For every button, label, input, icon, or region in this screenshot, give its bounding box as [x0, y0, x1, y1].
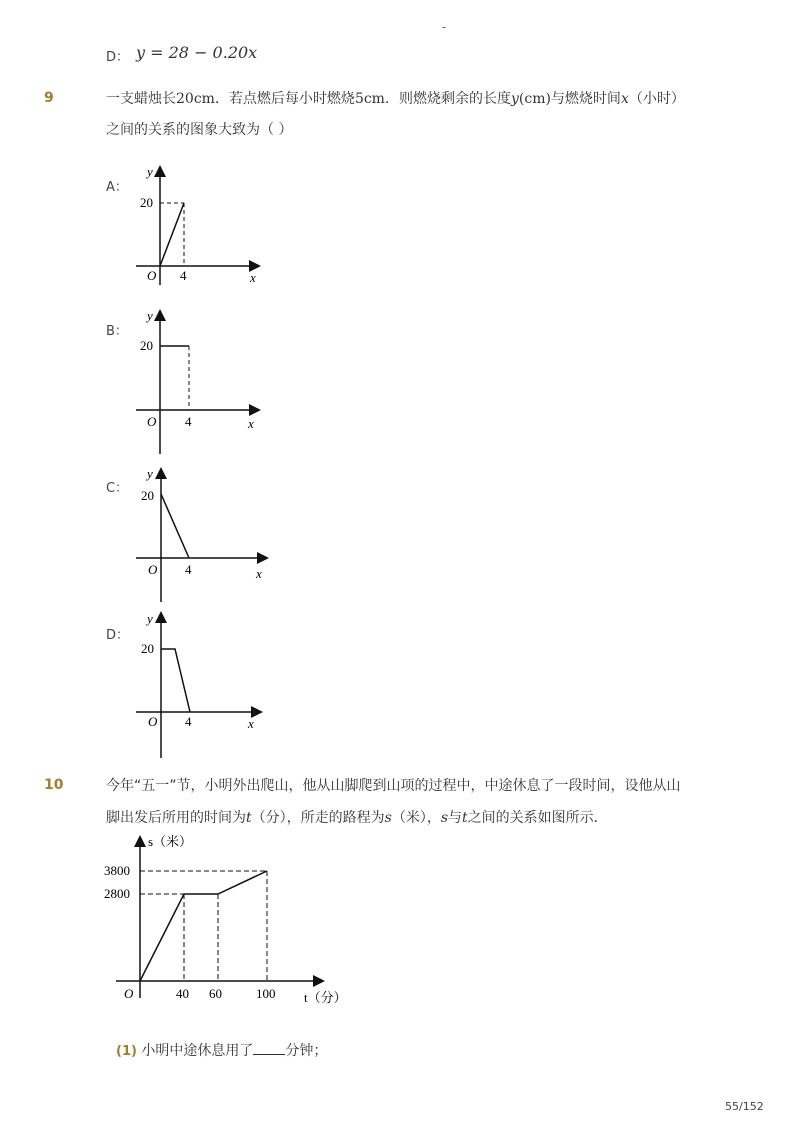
tick-40: 40 — [176, 986, 189, 1001]
sub-question-1-text: 小明中途休息用了 — [141, 1043, 254, 1059]
question-9-line2: 之间的关系的图象大致为（ ） — [106, 122, 293, 138]
question-number-9: 9 — [44, 90, 54, 106]
graph-line — [161, 494, 189, 558]
origin-label: O — [148, 714, 158, 729]
origin-label: O — [147, 268, 157, 283]
y-label: y — [147, 308, 153, 323]
origin-label: O — [148, 562, 158, 577]
q10-var-t: t — [246, 810, 252, 826]
x-label: x — [248, 416, 254, 431]
q10-var-s2: s — [440, 810, 449, 826]
option-d-label[interactable]: D： — [106, 628, 130, 643]
q9-var-y: y — [510, 91, 519, 107]
x-value: 4 — [180, 268, 187, 283]
question-10-line1: 今年“五一”节，小明外出爬山，他从山脚爬到山项的过程中，中途休息了一段时间，设他从山 — [106, 778, 681, 794]
option-a-graph — [130, 160, 280, 288]
path-line — [140, 871, 267, 981]
sub-question-1-text-after: 分钟； — [285, 1043, 328, 1059]
page-number: 55/152 — [725, 1100, 764, 1113]
option-b-label[interactable]: B： — [106, 324, 128, 339]
q9-var-x: x — [620, 91, 629, 107]
y-value: 20 — [140, 195, 153, 210]
prev-option-label: D： — [106, 50, 130, 65]
question-10-line2 — [106, 807, 608, 829]
q10-text-c: （米）， — [391, 810, 441, 826]
q9-text-c: ．则燃烧剩余的长度 — [384, 91, 511, 107]
x-value: 4 — [185, 562, 192, 577]
origin-label: O — [147, 414, 157, 429]
q10-text-e: 之间的关系如图所示． — [467, 810, 608, 826]
tick-60: 60 — [209, 986, 222, 1001]
option-c-graph — [128, 462, 278, 607]
question-number-10: 10 — [44, 777, 64, 793]
question-9-line1 — [106, 88, 685, 110]
graph-line — [161, 649, 190, 712]
q9-unit: (cm) — [518, 91, 551, 107]
y-value: 20 — [141, 641, 154, 656]
t-axis-label: t（分） — [304, 990, 347, 1005]
sub-question-1 — [116, 1040, 327, 1063]
x-value: 4 — [185, 714, 192, 729]
option-c-label[interactable]: C： — [106, 481, 129, 496]
q9-text-e: （小时） — [628, 91, 685, 107]
distance-time-graph — [100, 828, 360, 1013]
sub-question-1-number: (1) — [116, 1044, 137, 1059]
y-label: y — [147, 611, 153, 626]
y-label: y — [147, 466, 153, 481]
x-value: 4 — [185, 414, 192, 429]
x-label: x — [250, 270, 256, 285]
q10-var-t2: t — [462, 810, 468, 826]
y-value: 20 — [140, 338, 153, 353]
top-mark: - — [442, 20, 447, 34]
q9-length: 20cm — [176, 91, 215, 107]
option-d-graph — [128, 606, 278, 761]
option-a-label[interactable]: A： — [106, 180, 128, 195]
option-b-graph — [130, 304, 280, 459]
x-label: x — [248, 716, 254, 731]
q9-text-d: 与燃烧时间 — [550, 91, 621, 107]
s-axis-label: s（米） — [148, 834, 193, 849]
tick-2800: 2800 — [104, 886, 130, 901]
origin-label: O — [124, 986, 134, 1001]
q9-rate: 5cm — [354, 91, 385, 107]
prev-option-formula: y = 28 − 0.20x — [136, 43, 258, 62]
y-label: y — [147, 164, 153, 179]
tick-100: 100 — [256, 986, 276, 1001]
q9-text-b: ．若点燃后每小时燃烧 — [214, 91, 355, 107]
q10-text-b: （分），所走的路程为 — [251, 810, 385, 826]
x-label: x — [256, 566, 262, 581]
y-value: 20 — [141, 488, 154, 503]
graph-line — [160, 203, 184, 266]
tick-3800: 3800 — [104, 863, 130, 878]
q10-text-a: 脚出发后所用的时间为 — [106, 810, 246, 826]
q9-text-a: 一支蜡烛长 — [106, 91, 176, 107]
q10-text-d: 与 — [448, 810, 463, 826]
answer-blank[interactable] — [253, 1040, 285, 1055]
q10-var-s: s — [384, 810, 392, 826]
